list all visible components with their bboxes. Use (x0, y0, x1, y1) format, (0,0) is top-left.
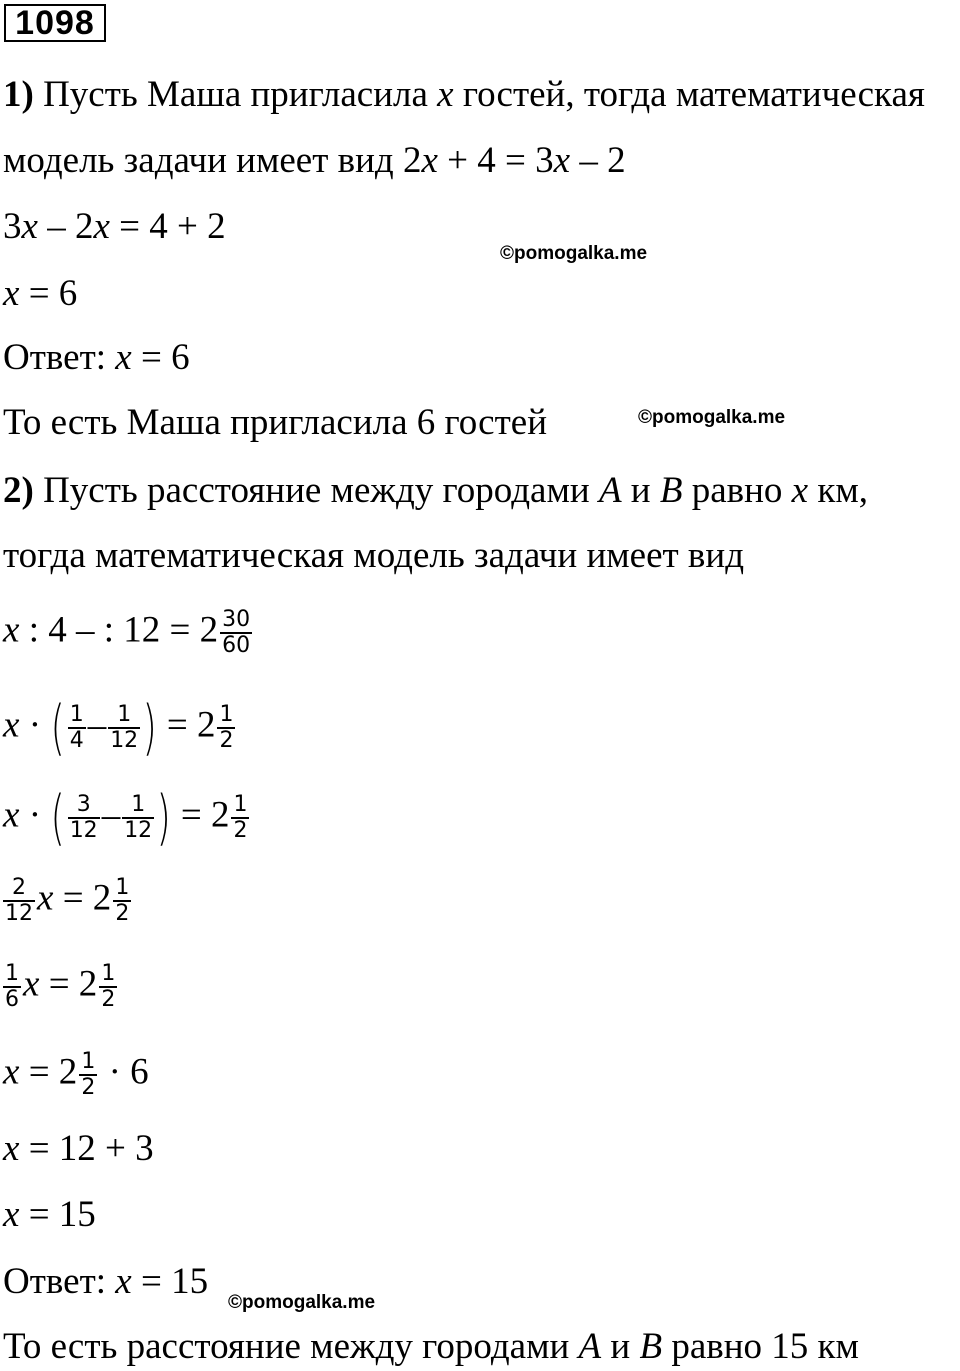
fraction (231, 793, 249, 843)
dot-operator: · (19, 794, 51, 836)
fraction-denominator: 12 (124, 818, 153, 843)
var-x: x (37, 877, 54, 919)
part2-eq2-rhs: = 2 (157, 704, 216, 746)
equals-word: равно (691, 470, 783, 511)
fraction-denominator: 2 (219, 728, 234, 753)
fraction-denominator: 2 (101, 987, 116, 1012)
var-x: x (553, 140, 571, 181)
part2-eq4 (3, 876, 133, 926)
part1-model-eq-b: – 2 (570, 140, 626, 181)
city-b: B (639, 1326, 663, 1367)
var-x: x (3, 609, 20, 651)
part2-conclusion (3, 1325, 859, 1369)
var-x: x (791, 470, 809, 511)
part1-step2-eq: = 6 (19, 273, 78, 314)
part1-answer-eq: = 6 (131, 337, 190, 378)
city-a: A (578, 1326, 602, 1367)
fraction (3, 876, 35, 926)
part2-eq7-text: = 12 + 3 (19, 1128, 154, 1169)
right-paren: ) (156, 783, 171, 853)
fraction (68, 703, 86, 753)
part1-step1-a: 3 (3, 206, 22, 247)
part2-answer-label: Ответ: (3, 1261, 116, 1302)
fraction-numerator: 1 (5, 961, 19, 986)
part1-conclusion: То есть Маша пригласила 6 гостей (3, 402, 547, 443)
var-x: x (21, 206, 38, 247)
part1-step1-c: = 4 + 2 (109, 206, 226, 247)
fraction-denominator: 12 (5, 901, 33, 926)
part2-answer (3, 1260, 208, 1304)
fraction (79, 1050, 97, 1100)
part2-conclusion-a: То есть расстояние между городами (3, 1326, 570, 1367)
part2-conclusion-b: равно 15 км (671, 1326, 859, 1367)
var-x: x (3, 1128, 20, 1169)
fraction-denominator: 60 (222, 633, 251, 658)
part1-answer-label: Ответ: (3, 337, 116, 378)
part2-label: 2) (3, 470, 34, 511)
var-x: x (3, 1051, 20, 1093)
part2-eq6 (3, 1050, 149, 1100)
part1-step2 (3, 272, 77, 316)
and-word: и (610, 1326, 631, 1367)
fraction (68, 793, 100, 843)
var-x: x (3, 704, 20, 746)
city-b: B (659, 470, 683, 511)
part2-intro-line2: тогда математическая модель задачи имеет вид (3, 535, 745, 576)
fraction-denominator: 2 (81, 1075, 96, 1100)
part1-step1 (3, 205, 226, 249)
minus-sign: – (87, 704, 107, 746)
part1-model-eq-a: + 4 = 3 (437, 140, 554, 181)
part2-eq1-text: : 4 – : 12 = 2 (19, 609, 219, 651)
part1-intro-variable: x (437, 74, 454, 115)
part2-eq6-tail: · 6 (99, 1051, 149, 1093)
fraction-denominator: 6 (5, 987, 19, 1012)
fraction-numerator: 1 (122, 793, 154, 819)
minus-sign: – (101, 794, 121, 836)
part1-intro-text-b: гостей, тогда математическая (462, 74, 925, 115)
part2-eq2 (3, 693, 237, 763)
fraction-numerator: 1 (69, 702, 84, 727)
dot-operator: · (19, 704, 51, 746)
var-x: x (421, 140, 438, 181)
fraction-denominator: 12 (110, 728, 139, 753)
part2-eq1 (3, 608, 254, 658)
watermark: ©pomogalka.me (500, 243, 648, 264)
var-x: x (3, 794, 20, 836)
part2-intro-text-a: Пусть расстояние между городами (43, 470, 590, 511)
fraction (3, 962, 21, 1012)
part2-eq6-rhs: = 2 (19, 1051, 78, 1093)
part1-intro-text-a: Пусть Маша пригласила (43, 74, 428, 115)
part2-eq3 (3, 783, 251, 853)
part1-intro-line1 (3, 73, 925, 117)
fraction (220, 608, 252, 658)
part2-eq5-rhs: = 2 (39, 963, 98, 1005)
fraction-denominator: 2 (233, 818, 248, 843)
part2-eq5 (3, 962, 119, 1012)
fraction (108, 703, 140, 753)
right-paren: ) (142, 693, 157, 763)
part2-eq4-rhs: = 2 (53, 877, 112, 919)
problem-number-badge: 1098 (4, 4, 106, 42)
var-x: x (93, 206, 110, 247)
left-paren: ( (50, 783, 66, 853)
part2-eq7 (3, 1127, 154, 1171)
watermark: ©pomogalka.me (228, 1292, 376, 1313)
fraction (122, 793, 154, 843)
part2-eq8 (3, 1193, 96, 1237)
fraction-numerator: 1 (219, 702, 234, 727)
unit-km: км, (817, 470, 868, 511)
var-x: x (3, 1194, 20, 1235)
fraction-numerator: 1 (81, 1049, 96, 1074)
part1-model-text: модель задачи имеет вид 2 (3, 140, 422, 181)
part2-eq3-rhs: = 2 (171, 794, 230, 836)
fraction (217, 703, 235, 753)
and-word: и (630, 470, 651, 511)
fraction (113, 876, 131, 926)
part2-eq8-text: = 15 (19, 1194, 96, 1235)
fraction-numerator: 30 (222, 607, 251, 632)
part1-answer (3, 336, 190, 380)
fraction-numerator: 1 (108, 703, 140, 729)
part1-step1-b: – 2 (37, 206, 94, 247)
watermark: ©pomogalka.me (638, 407, 786, 428)
fraction-denominator: 4 (69, 728, 84, 753)
fraction-denominator: 2 (115, 901, 130, 926)
var-x: x (3, 273, 20, 314)
fraction-numerator: 3 (68, 793, 100, 819)
var-x: x (115, 337, 132, 378)
fraction-numerator: 2 (3, 876, 35, 902)
var-x: x (115, 1261, 132, 1302)
part2-answer-eq: = 15 (131, 1261, 209, 1302)
city-a: A (598, 470, 622, 511)
part2-intro-line1 (3, 469, 868, 513)
fraction-numerator: 1 (233, 792, 248, 817)
fraction-numerator: 1 (101, 961, 116, 986)
part1-model-line (3, 139, 626, 183)
fraction (99, 962, 117, 1012)
var-x: x (23, 963, 40, 1005)
fraction-numerator: 1 (115, 875, 130, 900)
part1-label: 1) (3, 74, 34, 115)
fraction-denominator: 12 (69, 818, 98, 843)
left-paren: ( (50, 693, 66, 763)
